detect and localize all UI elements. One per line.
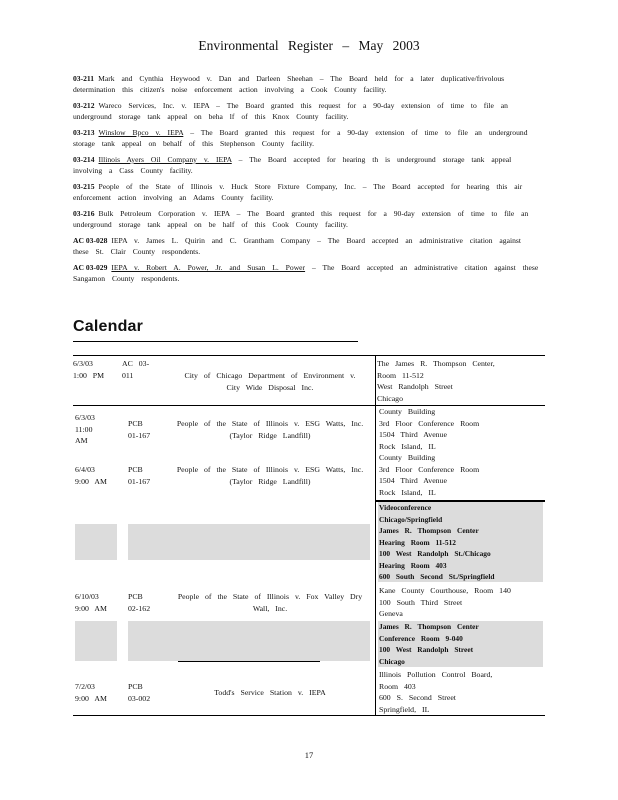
row-docket: AC 03- 011: [122, 359, 150, 380]
row-docket: PCB 02-162: [128, 592, 151, 613]
videoconference-location: Videoconference Chicago/Springfield James R. Thompson Center Hearing Room 11-512 100 West Randolph St./Chicago Hearing Room 403 600 South Second St./Springfield: [379, 503, 495, 581]
row-date: 6/10/03 9:00 AM: [75, 592, 107, 613]
row-location: Illinois Pollution Control Board, Room 403 600 S. Second Street Springfield, IL: [379, 670, 493, 714]
row-date: 6/4/03 9:00 AM: [75, 465, 107, 486]
shaded-cell: [128, 524, 370, 560]
row-title: People of the State of Illinois v. ESG Watts, Inc. (Taylor Ridge Landfill): [176, 419, 364, 440]
row-location-bold: James R. Thompson Center Conference Room 9-040 100 West Randolph Street Chicago: [379, 622, 479, 666]
table-column-divider: [375, 355, 376, 715]
row-date: 6/3/03 11:00 AM: [75, 413, 95, 445]
calendar-heading: Calendar: [73, 318, 144, 335]
row-location: Kane County Courthouse, Room 140 100 South Third Street Geneva: [379, 586, 511, 618]
case-entry: 03-212 Wareco Services, Inc. v. IEPA – The Board granted this request for a 90-day extension of time to file an underground storage tank appeal on beha lf of this Knox County facility.: [73, 101, 508, 121]
row-title: City of Chicago Department of Environment v. City Wide Disposal Inc.: [184, 371, 356, 392]
page-number: 17: [304, 750, 314, 760]
case-entry: 03-211 Mark and Cynthia Heywood v. Dan and Darleen Sheehan – The Board held for a later duplicative/frivolous determination this citizen's noise enforcement action involving a Cook County facility.: [73, 74, 505, 94]
shaded-cell: [128, 621, 370, 661]
case-list: [73, 74, 541, 290]
case-entry: 03-213 Winslow Bpco v. IEPA – The Board granted this request for a 90-day extension of time to file an underground storage tank appeal on behalf of this Stephenson County facility.: [73, 128, 528, 148]
row-date: 7/2/03 9:00 AM: [75, 682, 107, 703]
case-entry: 03-216 Bulk Petroleum Corporation v. IEPA – The Board granted this request for a 90-day extension of time to file an underground storage tank appeal on be half of this Cook County facility.: [73, 209, 529, 229]
row-location: County Building 3rd Floor Conference Room 1504 Third Avenue Rock Island, IL: [379, 453, 480, 497]
row-docket: PCB 03-002: [128, 682, 151, 703]
cell-underline: [178, 661, 320, 662]
page-header: Environmental Register – May 2003: [198, 38, 420, 53]
row-title: People of the State of Illinois v. ESG Watts, Inc. (Taylor Ridge Landfill): [176, 465, 364, 486]
shaded-cell: [75, 524, 117, 560]
case-entry: 03-215 People of the State of Illinois v. Huck Store Fixture Company, Inc. – The Board accepted for hearing this air enforcement action involving an Adams County facility.: [73, 182, 523, 202]
table-border-top: [73, 355, 545, 356]
row-docket: PCB 01-167: [128, 419, 151, 440]
case-entry: 03-214 Illinois Ayers Oil Company v. IEPA – The Board accepted for hearing th is underground storage tank appeal involving a Cass County facility.: [73, 155, 512, 175]
row-title: People of the State of Illinois v. Fox Valley Dry Wall, Inc.: [177, 592, 363, 613]
row-date: 6/3/03 1:00 PM: [73, 359, 105, 380]
case-entry: AC 03-028 IEPA v. James L. Quirin and C. Grantham Company – The Board accepted an administrative citation against these St. Clair County respondents.: [73, 236, 521, 256]
case-entry: AC 03-029 IEPA v. Robert A. Power, Jr. and Susan L. Power – The Board accepted an administrative citation against these Sangamon County respondents.: [73, 263, 539, 283]
row-docket: PCB 01-167: [128, 465, 151, 486]
shaded-cell: [75, 621, 117, 661]
row-location: County Building 3rd Floor Conference Room 1504 Third Avenue Rock Island, IL: [379, 407, 480, 451]
row-location: The James R. Thompson Center, Room 11-512 West Randolph Street Chicago: [377, 359, 495, 403]
table-border-bottom: [73, 715, 545, 716]
row-title: Todd's Service Station v. IEPA: [214, 688, 326, 697]
heading-rule: [73, 341, 358, 342]
